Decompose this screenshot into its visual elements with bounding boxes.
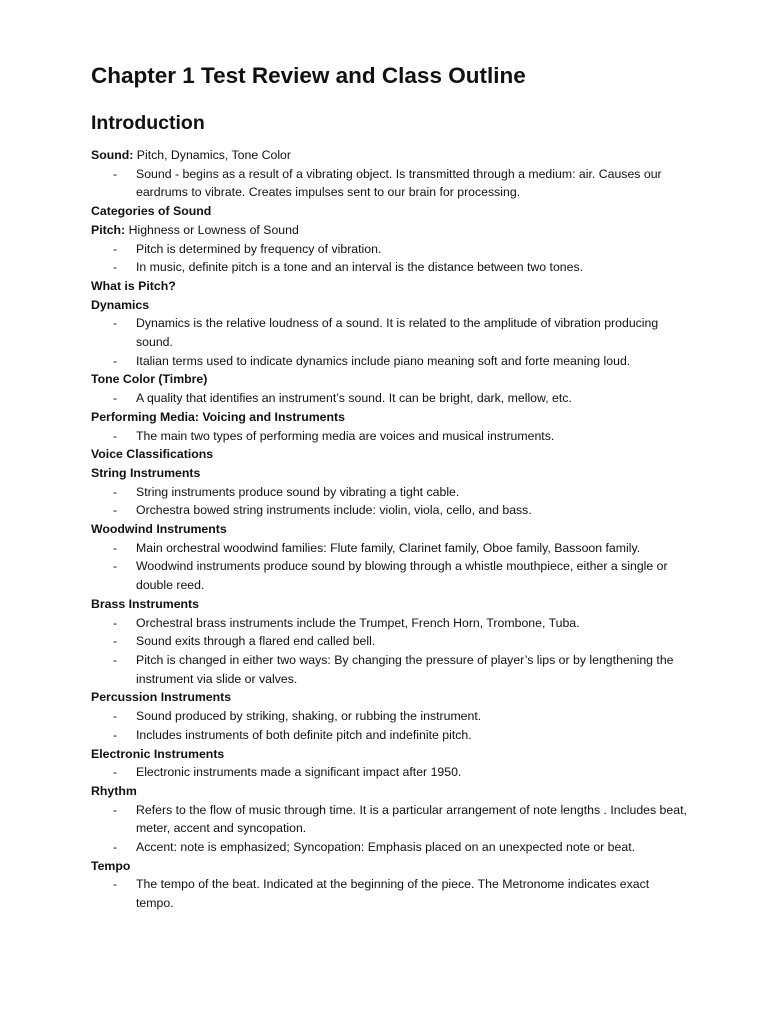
bullet-dash: - bbox=[113, 166, 118, 181]
sound-text: Pitch, Dynamics, Tone Color bbox=[133, 148, 291, 162]
bullet-dash: - bbox=[113, 391, 118, 406]
tempo-heading: Tempo bbox=[91, 858, 131, 873]
pitch-bullets bbox=[91, 240, 688, 277]
woodwind-instruments-heading: Woodwind Instruments bbox=[91, 522, 227, 537]
bullet-text: Refers to the flow of music through time. It is a particular arrangement of note lengths . Includes beat, meter, accent and syncopation. bbox=[136, 802, 687, 836]
string-instruments-heading: String Instruments bbox=[91, 465, 201, 480]
bullet-text: Orchestral brass instruments include the Trumpet, French Horn, Trombone, Tuba. bbox=[136, 615, 580, 630]
bullet-dash: - bbox=[113, 709, 118, 724]
bullet-dash: - bbox=[113, 353, 118, 368]
list-item bbox=[91, 165, 688, 202]
tone-color-heading: Tone Color (Timbre) bbox=[91, 372, 208, 387]
percussion-bullets bbox=[91, 707, 688, 744]
bullet-dash: - bbox=[113, 765, 118, 780]
list-item bbox=[91, 352, 688, 371]
bullet-text: Dynamics is the relative loudness of a sound. It is related to the amplitude of vibration producing sound. bbox=[136, 316, 659, 350]
list-item bbox=[91, 651, 688, 688]
bullet-dash: - bbox=[113, 802, 118, 817]
list-item bbox=[91, 427, 688, 446]
bullet-dash: - bbox=[113, 615, 118, 630]
document-body bbox=[91, 146, 688, 913]
bullet-dash: - bbox=[113, 540, 118, 555]
list-item bbox=[91, 314, 688, 351]
pitch-text: Highness or Lowness of Sound bbox=[125, 222, 299, 237]
list-item bbox=[91, 763, 688, 782]
string-bullets bbox=[91, 483, 688, 520]
bullet-dash: - bbox=[113, 260, 118, 275]
list-item bbox=[91, 240, 688, 259]
bullet-dash: - bbox=[113, 428, 118, 443]
bullet-text: Pitch is determined by frequency of vibration. bbox=[136, 241, 382, 256]
what-is-pitch-heading: What is Pitch? bbox=[91, 278, 176, 293]
bullet-dash: - bbox=[113, 503, 118, 518]
sound-bullets bbox=[91, 165, 688, 202]
electronic-bullets bbox=[91, 763, 688, 782]
tone-color-bullets bbox=[91, 389, 688, 408]
bullet-text: Orchestra bowed string instruments include: violin, viola, cello, and bass. bbox=[136, 503, 532, 518]
list-item bbox=[91, 389, 688, 408]
bullet-text: Electronic instruments made a significant impact after 1950. bbox=[136, 765, 462, 780]
brass-bullets bbox=[91, 614, 688, 689]
bullet-text: Woodwind instruments produce sound by blowing through a whistle mouthpiece, either a single or double reed. bbox=[136, 559, 668, 593]
performing-media-heading: Performing Media: Voicing and Instruments bbox=[91, 409, 345, 424]
bullet-dash: - bbox=[113, 484, 118, 499]
bullet-dash: - bbox=[113, 727, 118, 742]
bullet-dash: - bbox=[113, 840, 118, 855]
bullet-text: String instruments produce sound by vibrating a tight cable. bbox=[136, 484, 460, 499]
bullet-dash: - bbox=[113, 241, 118, 256]
bullet-text: Italian terms used to indicate dynamics include piano meaning soft and forte meaning loud. bbox=[136, 353, 631, 368]
bullet-dash: - bbox=[113, 316, 118, 331]
list-item bbox=[91, 483, 688, 502]
categories-heading: Categories of Sound bbox=[91, 204, 212, 219]
bullet-text: Accent: note is emphasized; Syncopation: Emphasis placed on an unexpected note or beat. bbox=[136, 840, 636, 855]
brass-instruments-heading: Brass Instruments bbox=[91, 596, 199, 611]
list-item bbox=[91, 557, 688, 594]
list-item bbox=[91, 726, 688, 745]
bullet-text: Includes instruments of both definite pitch and indefinite pitch. bbox=[136, 727, 472, 742]
tempo-bullets bbox=[91, 875, 688, 912]
performing-media-bullets bbox=[91, 427, 688, 446]
pitch-label: Pitch: bbox=[91, 222, 126, 237]
bullet-dash: - bbox=[113, 877, 118, 892]
page-title: Chapter 1 Test Review and Class Outline bbox=[91, 63, 526, 88]
list-item bbox=[91, 707, 688, 726]
list-item bbox=[91, 632, 688, 651]
woodwind-bullets bbox=[91, 539, 688, 595]
voice-classifications-heading: Voice Classifications bbox=[91, 447, 214, 462]
sound-label: Sound: bbox=[91, 148, 134, 162]
bullet-dash: - bbox=[113, 559, 118, 574]
dynamics-heading: Dynamics bbox=[91, 297, 150, 312]
rhythm-bullets bbox=[91, 801, 688, 857]
sound-line bbox=[91, 146, 688, 165]
list-item bbox=[91, 875, 688, 912]
pitch-line bbox=[91, 221, 688, 240]
section-heading-introduction: Introduction bbox=[91, 112, 205, 134]
bullet-dash: - bbox=[113, 652, 118, 667]
bullet-text: Sound exits through a flared end called bell. bbox=[136, 634, 376, 649]
dynamics-bullets bbox=[91, 314, 688, 370]
bullet-text: The main two types of performing media are voices and musical instruments. bbox=[136, 428, 555, 443]
list-item bbox=[91, 258, 688, 277]
rhythm-heading: Rhythm bbox=[91, 783, 137, 798]
electronic-instruments-heading: Electronic Instruments bbox=[91, 746, 225, 761]
bullet-dash: - bbox=[113, 634, 118, 649]
bullet-text: Sound produced by striking, shaking, or rubbing the instrument. bbox=[136, 709, 482, 724]
bullet-text: Main orchestral woodwind families: Flute family, Clarinet family, Oboe family, Bassoon family. bbox=[136, 540, 641, 555]
list-item bbox=[91, 614, 688, 633]
bullet-text: The tempo of the beat. Indicated at the beginning of the piece. The Metronome indicates exact tempo. bbox=[136, 877, 650, 911]
bullet-text: Sound - begins as a result of a vibrating object. Is transmitted through a medium: air. Causes our eardrums to vibrate. Creates impulses sent to our brain for processing. bbox=[136, 166, 662, 200]
bullet-text: In music, definite pitch is a tone and an interval is the distance between two tones. bbox=[136, 260, 584, 275]
list-item bbox=[91, 501, 688, 520]
list-item bbox=[91, 539, 688, 558]
percussion-instruments-heading: Percussion Instruments bbox=[91, 690, 232, 705]
list-item bbox=[91, 838, 688, 857]
bullet-text: A quality that identifies an instrument’s sound. It can be bright, dark, mellow, etc. bbox=[136, 391, 572, 406]
list-item bbox=[91, 801, 688, 838]
bullet-text: Pitch is changed in either two ways: By changing the pressure of player’s lips or by lengthening the instrument via slide or valves. bbox=[136, 652, 674, 686]
